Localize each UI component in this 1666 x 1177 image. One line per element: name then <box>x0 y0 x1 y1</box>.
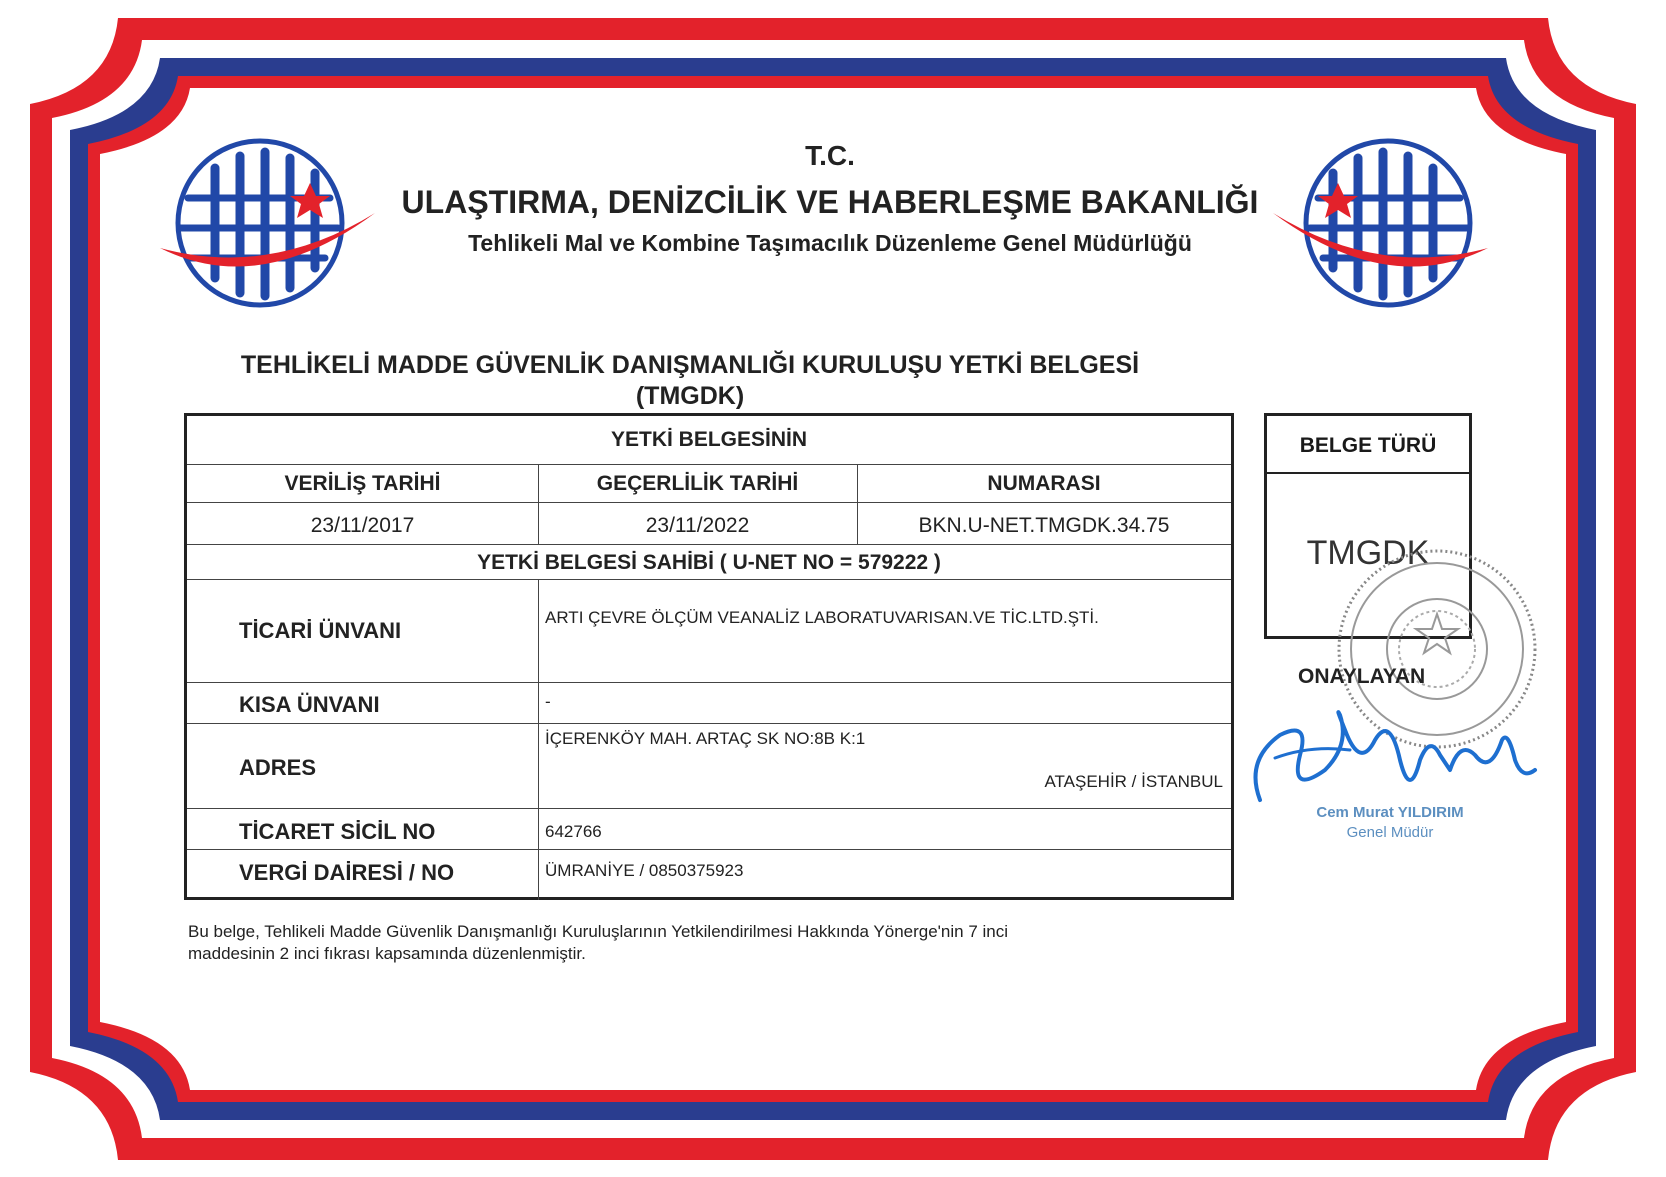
legal-footnote <box>188 921 1168 965</box>
header-tc: T.C. <box>805 140 855 171</box>
issue-date-value: 23/11/2017 <box>310 514 415 537</box>
document-type-value: TMGDK <box>1306 534 1430 572</box>
authorization-table <box>184 413 1234 900</box>
header-directorate: Tehlikeli Mal ve Kombine Taşımacılık Düzenleme Genel Müdürlüğü <box>468 230 1192 256</box>
address-value: İÇERENKÖY MAH. ARTAÇ SK NO:8B K:1 <box>545 729 866 748</box>
holder-header: YETKİ BELGESİ SAHİBİ ( U-NET NO = 579222 ) <box>477 551 941 574</box>
col-number-header: NUMARASI <box>987 472 1101 495</box>
document-type-label: BELGE TÜRÜ <box>1299 434 1437 457</box>
trade-name-value: ARTI ÇEVRE ÖLÇÜM VEANALİZ LABORATUVARISAN.VE TİC.LTD.ŞTİ. <box>545 608 1099 627</box>
document-title-line2: (TMGDK) <box>635 382 745 410</box>
approved-by-label: ONAYLAYAN <box>1298 665 1426 688</box>
section-header: YETKİ BELGESİNİN <box>610 428 808 451</box>
document-title-line1: TEHLİKELİ MADDE GÜVENLİK DANIŞMANLIĞI KURULUŞU YETKİ BELGESİ <box>240 351 1140 379</box>
tax-office-value: ÜMRANİYE / 0850375923 <box>545 861 744 880</box>
certificate-number-value: BKN.U-NET.TMGDK.34.75 <box>918 514 1170 537</box>
header-ministry: ULAŞTIRMA, DENİZCİLİK VE HABERLEŞME BAKANLIĞI <box>401 184 1259 220</box>
trade-name-label: TİCARİ ÜNVANI <box>239 618 402 643</box>
signer-title: Genel Müdür <box>1346 824 1434 841</box>
address-label: ADRES <box>239 755 317 780</box>
legal-footnote-line2: maddesinin 2 inci fıkrası kapsamında düzenlenmiştir. <box>188 944 586 963</box>
col-validity-date-header: GEÇERLİLİK TARİHİ <box>596 472 799 495</box>
short-name-label: KISA ÜNVANI <box>239 692 380 717</box>
signer-name: Cem Murat YILDIRIM <box>1316 804 1464 821</box>
trade-registry-value: 642766 <box>545 822 602 841</box>
tax-office-label: VERGİ DAİRESİ / NO <box>239 860 455 885</box>
short-name-value: - <box>545 692 551 711</box>
signature <box>1240 700 1540 820</box>
trade-registry-label: TİCARET SİCİL NO <box>239 819 436 844</box>
legal-footnote-line1: Bu belge, Tehlikeli Madde Güvenlik Danışmanlığı Kuruluşlarının Yetkilendirilmesi Hakkında Yönerge'nin 7 inci <box>188 922 1009 941</box>
document-title <box>150 350 1230 412</box>
address-city-value: ATAŞEHİR / İSTANBUL <box>1044 772 1223 791</box>
validity-date-value: 23/11/2022 <box>645 514 750 537</box>
col-issue-date-header: VERİLİŞ TARİHİ <box>284 472 441 495</box>
